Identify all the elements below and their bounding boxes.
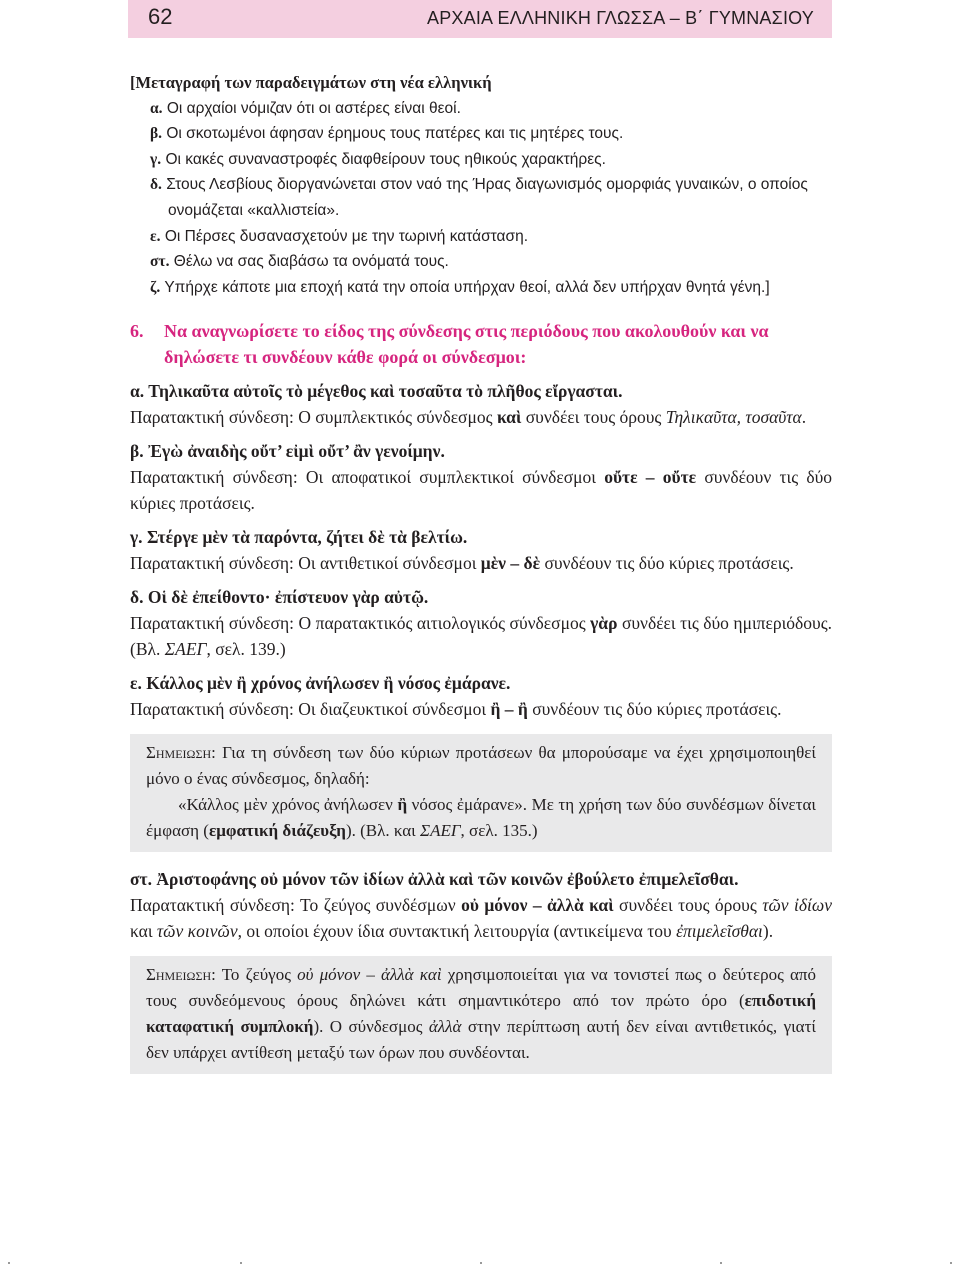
exercise-prompt (130, 318, 832, 370)
greek-sentence: δ. Οἱ δὲ ἐπείθοντο· ἐπίστευον γὰρ αὐτῷ. (130, 587, 429, 608)
list-item: α. Οι αρχαίοι νόμιζαν ότι οι αστέρες είναι θεοί. (150, 99, 461, 117)
explanation: Παρατακτική σύνδεση: Οι διαζευκτικοί σύνδεσμοι ἢ – ἢ συνδέουν τις δύο κύριες προτάσεις. (130, 699, 782, 720)
exercise-text: Να αναγνωρίσετε το είδος της σύνδεσης στις περιόδους που ακολουθούν και να δηλώσετε τι συνδέουν κάθε φορά οι σύνδεσμοι: (164, 321, 769, 368)
page-number: 62 (148, 4, 173, 29)
note-example: «Κάλλος μὲν χρόνος ἀνήλωσεν ἢ νόσος ἐμάρανε». Με τη χρήση των δύο συνδέσμων δίνεται έμφαση (εμφατική διάζευξη). (Βλ. και ΣΑΕΓ, σελ. 135.) (146, 795, 816, 841)
section-c (130, 524, 832, 576)
section-e (130, 670, 832, 722)
note-title: Σημειωση (146, 743, 212, 763)
section-d (130, 584, 832, 662)
list-item: ζ. Υπήρχε κάποτε μια εποχή κατά την οποία υπήρχαν θεοί, αλλά δεν υπήρχαν θνητά γένη.] (150, 278, 770, 296)
note-box: Σημειωση: Το ζεύγος οὐ μόνον – ἀλλὰ καὶ χρησιμοποιείται για να τονιστεί πως ο δεύτερος από τους συνδεόμενους όρους δηλώνει κάτι σημαντικότερο από τον πρώτο όρο (επιδοτική καταφατική συμπλοκή). Ο σύνδεσμος ἀλλὰ στην περίπτωση αυτή δεν είναι αντιθετικός, γιατί δεν υπάρχει αντίθεση μεταξύ των όρων που συνδέονται. (130, 956, 832, 1074)
list-item: ε. Οι Πέρσες δυσανασχετούν με την τωρινή κατάσταση. (150, 227, 529, 245)
note-box: Σημειωση: Για τη σύνδεση των δύο κύριων προτάσεων θα μπορούσαμε να έχει χρησιμοποιηθεί μόνο ο ένας σύνδεσμος, δηλαδή: «Κάλλος μὲν χρόνος ἀνήλωσεν ἢ νόσος ἐμάρανε». Με τη χρήση των δύο συνδέσμων δίνεται έμφαση (εμφατική διάζευξη). (Βλ. και ΣΑΕΓ, σελ. 135.) (130, 734, 832, 852)
list-item: στ. Θέλω να σας διαβάσω τα ονόματά τους. (150, 253, 449, 271)
explanation: Παρατακτική σύνδεση: Οι αποφατικοί συμπλεκτικοί σύνδεσμοι οὔτε – οὔτε συνδέουν τις δύο κύριες προτάσεις. (130, 467, 832, 514)
greek-sentence: στ. Ἀριστοφάνης οὐ μόνον τῶν ἰδίων ἀλλὰ καὶ τῶν κοινῶν ἐβούλετο ἐπιμελεῖσθαι. (130, 869, 739, 890)
explanation: Παρατακτική σύνδεση: Οι αντιθετικοί σύνδεσμοι μὲν – δὲ συνδέουν τις δύο κύριες προτάσεις. (130, 553, 794, 574)
explanation: Παρατακτική σύνδεση: Το ζεύγος συνδέσμων οὐ μόνον – ἀλλὰ καὶ συνδέει τους όρους τῶν ἰδίων και τῶν κοινῶν, οι οποίοι έχουν ίδια συντακτική λειτουργία (αντικείμενα του ἐπιμελεῖσθαι). (130, 895, 832, 942)
exercise-number: 6. (130, 321, 144, 342)
book-title: ΑΡΧΑΙΑ ΕΛΛΗΝΙΚΗ ΓΛΩΣΣΑ – Β΄ ΓΥΜΝΑΣΙΟΥ (427, 8, 814, 28)
page-content (130, 70, 832, 1088)
greek-sentence: β. Ἐγὼ ἀναιδὴς οὔτ’ εἰμὶ οὔτ’ ἂν γενοίμην. (130, 441, 445, 462)
section-a (130, 378, 832, 430)
translation-heading: [Μεταγραφή των παραδειγμάτων στη νέα ελληνική (130, 73, 492, 92)
note-title: Σημειωση (146, 965, 212, 985)
list-item: β. Οι σκοτωμένοι άφησαν έρημους τους πατέρες και τις μητέρες τους. (150, 125, 624, 143)
greek-sentence: ε. Κάλλος μὲν ἢ χρόνος ἀνήλωσεν ἢ νόσος ἐμάρανε. (130, 673, 511, 694)
translation-block (130, 70, 832, 300)
greek-sentence: γ. Στέργε μὲν τὰ παρόντα, ζήτει δὲ τὰ βελτίω. (130, 527, 468, 548)
list-item: δ. Στους Λεσβίους διοργανώνεται στον ναό της Ήρας διαγωνισμός ομορφιάς γυναικών, ο οποίος ονομάζεται «καλλιστεία». (150, 176, 808, 219)
explanation: Παρατακτική σύνδεση: Ο συμπλεκτικός σύνδεσμος καὶ συνδέει τους όρους Τηλικαῦτα, τοσαῦτα. (130, 407, 807, 428)
list-item: γ. Οι κακές συναναστροφές διαφθείρουν τους ηθικούς χαρακτήρες. (150, 150, 606, 168)
greek-sentence: α. Τηλικαῦτα αὐτοῖς τὸ μέγεθος καὶ τοσαῦτα τὸ πλῆθος εἴργασται. (130, 381, 623, 402)
section-st (130, 866, 832, 944)
explanation: Παρατακτική σύνδεση: Ο παρατακτικός αιτιολογικός σύνδεσμος γὰρ συνδέει τις δύο ημιπεριόδους. (Βλ. ΣΑΕΓ, σελ. 139.) (130, 613, 832, 660)
section-b (130, 438, 832, 516)
